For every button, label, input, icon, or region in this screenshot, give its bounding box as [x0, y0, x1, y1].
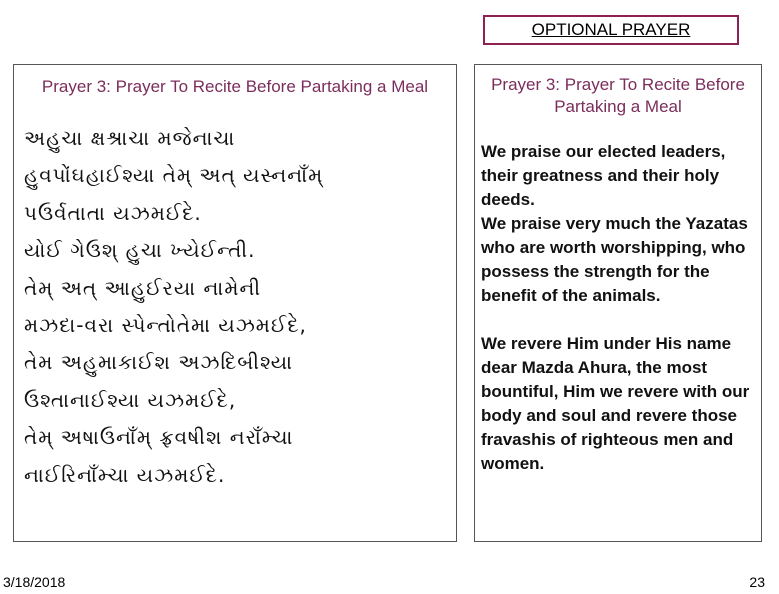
- prayer-line: નાઈરિનાઁમ્ચા યઝમઈદે.: [24, 462, 226, 487]
- prayer-line: અહુચા ક્ષશ્રાચા મજેનાચા: [24, 126, 236, 150]
- optional-prayer-tag: OPTIONAL PRAYER: [483, 15, 739, 45]
- gujarati-prayer-text: [24, 120, 456, 494]
- right-panel-title: Prayer 3: Prayer To Recite Before Partaking a Meal: [491, 75, 745, 116]
- prayer-line: તેમ્ અત્ આહુઈરયા નામેની: [24, 275, 262, 300]
- prayer-line: તેમ્ અષાઉનાઁમ્ ફ્રવષીશ નરાઁમ્ચા: [24, 425, 294, 450]
- prayer-line: હુવપોંઘહાઈશ્યા તેમ્ અત્ યસ્નનાઁમ્: [24, 163, 324, 188]
- prayer-line: પઉર્વતાતા યઝમઈદે.: [24, 200, 202, 225]
- slide-page-number: 23: [749, 574, 765, 590]
- prayer-line: ઉશ્તાનાઈશ્યા યઝમઈદે,: [24, 387, 237, 412]
- translation-paragraph: We revere Him under His name dear Mazda Ahura, the most bountiful, Him we revere with our body and soul and revere those fravashis of righteous men and women.: [481, 334, 750, 473]
- translation-text: [481, 140, 761, 476]
- translation-paragraph: We praise very much the Yazatas who are worth worshipping, who possess the strength for the benefit of the animals.: [481, 214, 748, 305]
- left-panel-title: Prayer 3: Prayer To Recite Before Partaking a Meal: [41, 77, 429, 96]
- slide-date: 3/18/2018: [3, 574, 66, 590]
- prayer-line: તેમ અહુમાકાઈશ અઝદિબીશ્યા: [24, 350, 293, 375]
- prayer-line: યોઈ ગેઉશ્ હુચા ખ્યેઈન્તી.: [24, 238, 256, 263]
- translation-paragraph: We praise our elected leaders, their greatness and their holy deeds.: [481, 142, 726, 209]
- prayer-line: મઝદા-વરા સ્પેન્તોતેમા યઝમઈદે,: [24, 313, 307, 338]
- gujarati-prayer-panel: [13, 64, 457, 542]
- english-translation-panel: [474, 64, 762, 542]
